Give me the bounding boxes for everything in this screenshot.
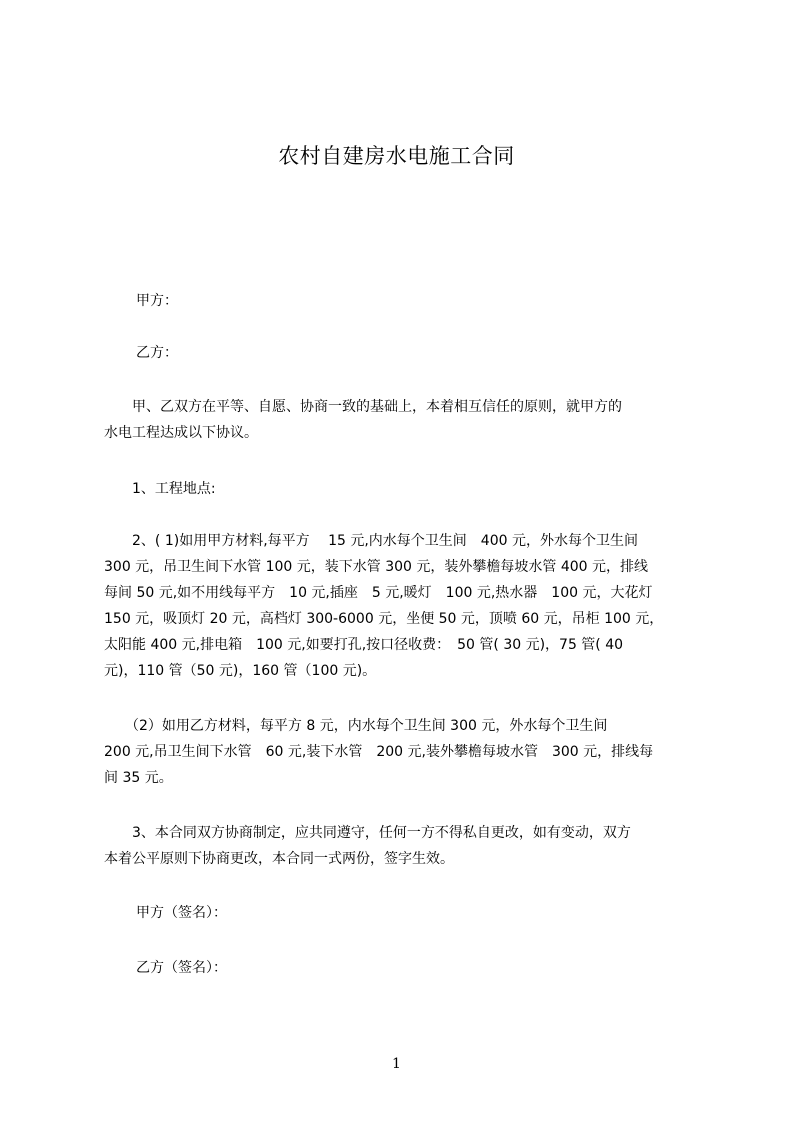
- intro-paragraph: [104, 394, 708, 446]
- clause-line: 本着公平原则下协商更改，本合同一式两份，签字生效。: [104, 851, 454, 867]
- clause-line: 太阳能 400 元,排电箱 100 元,如要打孔,按口径收费： 50 管( 30 元)，75 管( 40: [104, 637, 624, 653]
- clause-line: 200 元,吊卫生间下水管 60 元,装下水管 200 元,装外攀檐每坡水管 300 元，排线每: [104, 744, 654, 760]
- intro-line: 甲、乙双方在平等、自愿、协商一致的基础上，本着相互信任的原则，就甲方的: [104, 399, 622, 415]
- clause-3-agreement-terms: [104, 820, 708, 872]
- clause-line: 每间 50 元,如不用线每平方 10 元,插座 5 元,暖灯 100 元,热水器 100 元，大花灯: [104, 585, 653, 601]
- signature-party-a: 甲方（签名）：: [136, 905, 227, 921]
- page-number: 1: [392, 1056, 401, 1072]
- clause-line: 2、( 1)如用甲方材料,每平方 15 元,内水每个卫生间 400 元，外水每个卫生间: [104, 533, 638, 549]
- clause-2-party-b-materials: [104, 713, 708, 791]
- signature-party-b: 乙方（签名）：: [136, 960, 227, 976]
- clause-line: 300 元，吊卫生间下水管 100 元，装下水管 300 元，装外攀檐每坡水管 400 元，排线: [104, 559, 649, 575]
- clause-line: 150 元，吸顶灯 20 元，高档灯 300-6000 元，坐便 50 元，顶喷 60 元，吊柜 100 元，: [104, 611, 664, 627]
- clause-2-party-a-materials: [104, 528, 708, 684]
- intro-line: 水电工程达成以下协议。: [104, 425, 258, 441]
- clause-line: 3、本合同双方协商制定，应共同遵守，任何一方不得私自更改，如有变动，双方: [104, 825, 631, 841]
- clause-line: 间 35 元。: [104, 770, 173, 786]
- party-a-label: 甲方：: [136, 293, 178, 309]
- clause-1-location: 1、工程地点:: [104, 481, 216, 497]
- document-title: 农村自建房水电施工合同: [278, 144, 515, 168]
- clause-line: 元)，110 管（50 元)，160 管（100 元)。: [104, 663, 377, 679]
- clause-line: （2）如用乙方材料，每平方 8 元，内水每个卫生间 300 元，外水每个卫生间: [104, 718, 608, 734]
- party-b-label: 乙方：: [136, 345, 178, 361]
